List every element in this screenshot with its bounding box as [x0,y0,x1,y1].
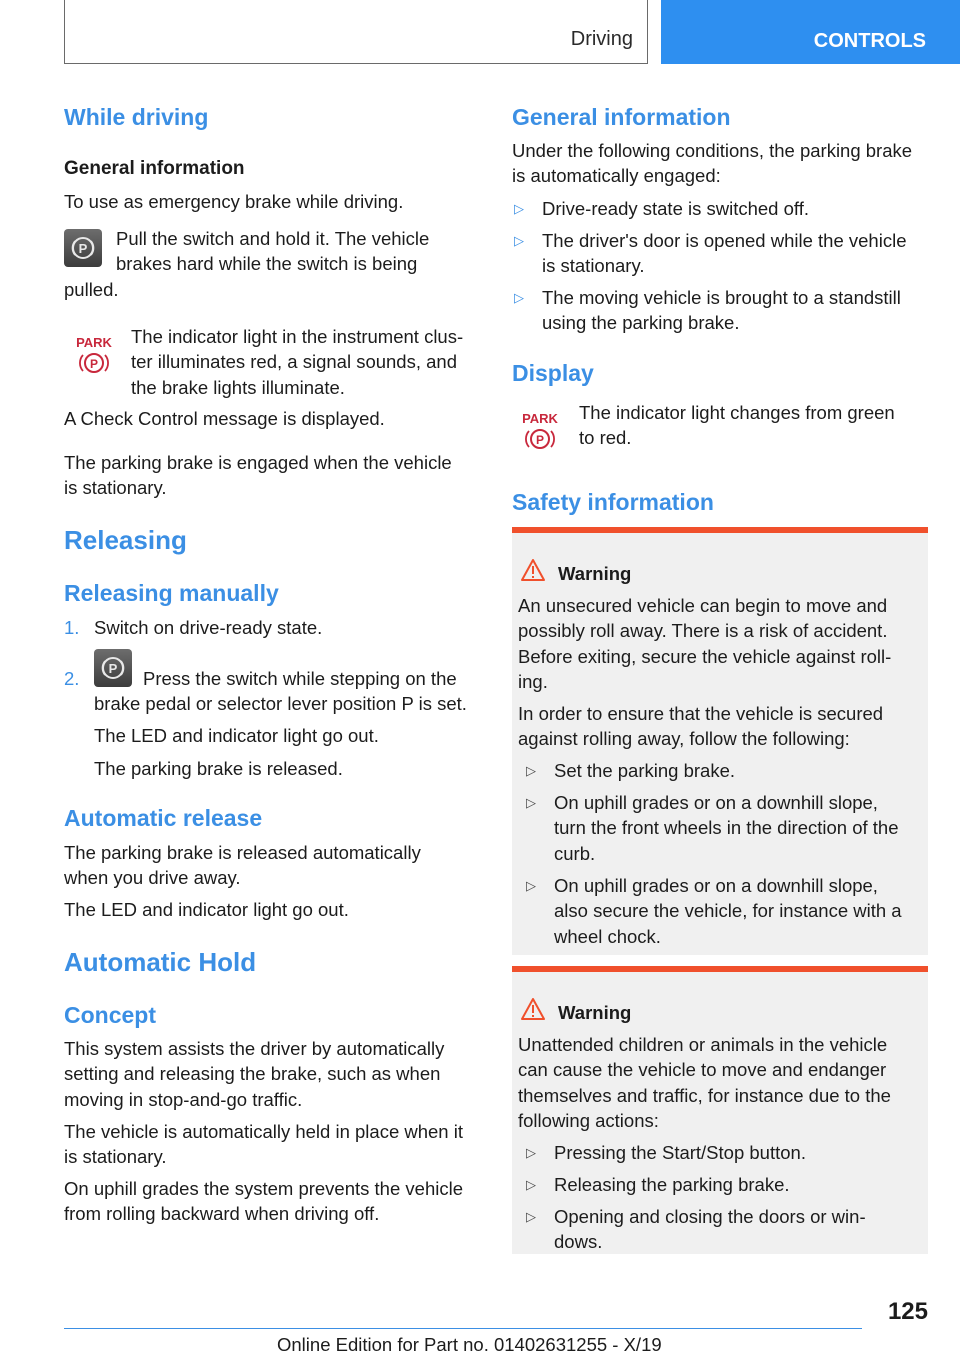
step-2-number: 2. [64,668,80,689]
svg-text:P: P [108,661,118,676]
warning1-text-5: In order to ensure that the vehicle is secured [518,703,884,724]
concept-text-5: is stationary. [64,1146,167,1167]
auto-release-text-3: The LED and indicator light go out. [64,899,349,920]
releasing-manually-heading: Releasing manually [64,580,279,606]
check-control-text: A Check Control message is displayed. [64,408,385,429]
warning2-text-4: following actions: [518,1110,659,1131]
step-2-text-2: brake pedal or selector lever position P is set. [94,693,467,714]
footer-edition: Online Edition for Part no. 01402631255 - X/19 [277,1334,662,1355]
automatic-hold-heading: Automatic Hold [64,947,257,977]
warning1-text-1: An unsecured vehicle can begin to move and [518,595,888,616]
step-1-number: 1. [64,617,80,638]
warning2-text-1: Unattended children or animals in the vehicle [518,1034,888,1055]
svg-text:PARK: PARK [522,411,558,426]
warning2-bullet-3b: dows. [554,1231,603,1252]
warning1-bullet-2a: On uphill grades or on a downhill slope, [554,792,878,813]
warning2-text-2: can cause the vehicle to move and endanger [518,1059,887,1080]
warning2-bullet-2: Releasing the parking brake. [554,1174,790,1195]
footer-divider [64,1328,862,1329]
general-bullet-2b: is stationary. [542,255,645,276]
while-driving-heading: While driving [64,104,209,130]
warning1-bullet-3b: also secure the vehicle, for instance with a [554,900,902,921]
page-number: 125 [887,1298,928,1325]
step-2-text-1: Press the switch while stepping on the [143,668,457,689]
general-information-heading: General information [512,104,731,130]
concept-text-6: On uphill grades the system prevents the vehicle [64,1178,463,1199]
bullet-triangle-icon: ▷ [514,233,524,248]
warning2-bullet-3a: Opening and closing the doors or win‐ [554,1206,866,1227]
concept-text-3: moving in stop-and-go traffic. [64,1089,303,1110]
warning1-text-3: Before exiting, secure the vehicle against roll‐ [518,646,892,667]
header-section-title: Driving [570,28,633,50]
pull-switch-text-1: Pull the switch and hold it. The vehicle [116,228,430,249]
warning-label-1: Warning [558,563,632,584]
warning1-text-6: against rolling away, follow the following: [518,728,850,749]
concept-text-4: The vehicle is automatically held in place when it [64,1121,463,1142]
bullet-triangle-icon: ▷ [526,1145,536,1160]
concept-text-2: setting and releasing the brake, such as when [64,1063,441,1084]
concept-text-7: from rolling backward when driving off. [64,1203,380,1224]
warning-triangle-icon [520,558,546,587]
warning1-bullet-1: Set the parking brake. [554,760,735,781]
bullet-triangle-icon: ▷ [514,201,524,216]
indicator-text-2: ter illuminates red, a signal sounds, and [131,351,457,372]
warning-triangle-icon [520,997,546,1026]
warning2-bullet-1: Pressing the Start/Stop button. [554,1142,806,1163]
step-2-sub-1: The LED and indicator light go out. [94,725,379,746]
step-2-sub-2: The parking brake is released. [94,758,343,779]
warning-box-2 [512,966,928,1254]
park-indicator-icon [74,334,114,381]
general-bullet-3b: using the parking brake. [542,312,740,333]
bullet-triangle-icon: ▷ [526,763,536,778]
general-bullet-2a: The driver's door is opened while the vehicle [542,230,907,251]
bullet-triangle-icon: ▷ [526,878,536,893]
svg-text:P: P [535,433,545,447]
safety-information-heading: Safety information [512,489,714,515]
releasing-heading: Releasing [64,525,187,555]
header-section-box [64,0,648,64]
park-label: PARK [76,335,112,350]
auto-release-text-1: The parking brake is released automatically [64,842,421,863]
general-bullet-3a: The moving vehicle is brought to a standstill [542,287,901,308]
svg-text:P: P [78,241,88,256]
engaged-text-2: is stationary. [64,477,167,498]
step-1-text: Switch on drive-ready state. [94,617,323,638]
general-intro-2: is automatically engaged: [512,165,721,186]
pull-switch-text-3: pulled. [64,279,119,300]
bullet-triangle-icon: ▷ [526,795,536,810]
warning-box-1 [512,527,928,955]
concept-text-1: This system assists the driver by automatically [64,1038,445,1059]
display-text-1: The indicator light changes from green [579,402,895,423]
warning1-bullet-3a: On uphill grades or on a downhill slope, [554,875,878,896]
warning1-text-2: possibly roll away. There is a risk of accident. [518,620,888,641]
general-bullet-1: Drive-ready state is switched off. [542,198,809,219]
warning-label-2: Warning [558,1002,632,1023]
bullet-triangle-icon: ▷ [514,290,524,305]
auto-release-text-2: when you drive away. [64,867,241,888]
concept-heading: Concept [64,1002,156,1028]
header-chapter-tab: CONTROLS [661,0,960,64]
indicator-text-1: The indicator light in the instrument clus‐ [131,326,464,347]
warning2-text-3: themselves and traffic, for instance due to the [518,1085,891,1106]
svg-text:P: P [89,357,99,371]
bullet-triangle-icon: ▷ [526,1209,536,1224]
emergency-brake-text: To use as emergency brake while driving. [64,191,404,212]
indicator-text-3: the brake lights illuminate. [131,377,345,398]
general-intro-1: Under the following conditions, the parking brake [512,140,913,161]
general-info-subheading: General information [64,158,245,179]
parking-switch-icon-small [94,649,132,687]
display-text-2: to red. [579,427,632,448]
parking-switch-icon [64,229,102,267]
bullet-triangle-icon: ▷ [526,1177,536,1192]
pull-switch-text-2: brakes hard while the switch is being [116,253,418,274]
automatic-release-heading: Automatic release [64,805,263,831]
warning1-bullet-2b: turn the front wheels in the direction of the [554,817,899,838]
warning1-bullet-2c: curb. [554,843,596,864]
warning1-bullet-3c: wheel chock. [554,926,661,947]
engaged-text-1: The parking brake is engaged when the vehicle [64,452,452,473]
display-heading: Display [512,360,594,386]
warning1-text-4: ing. [518,671,548,692]
park-indicator-icon [520,410,560,457]
